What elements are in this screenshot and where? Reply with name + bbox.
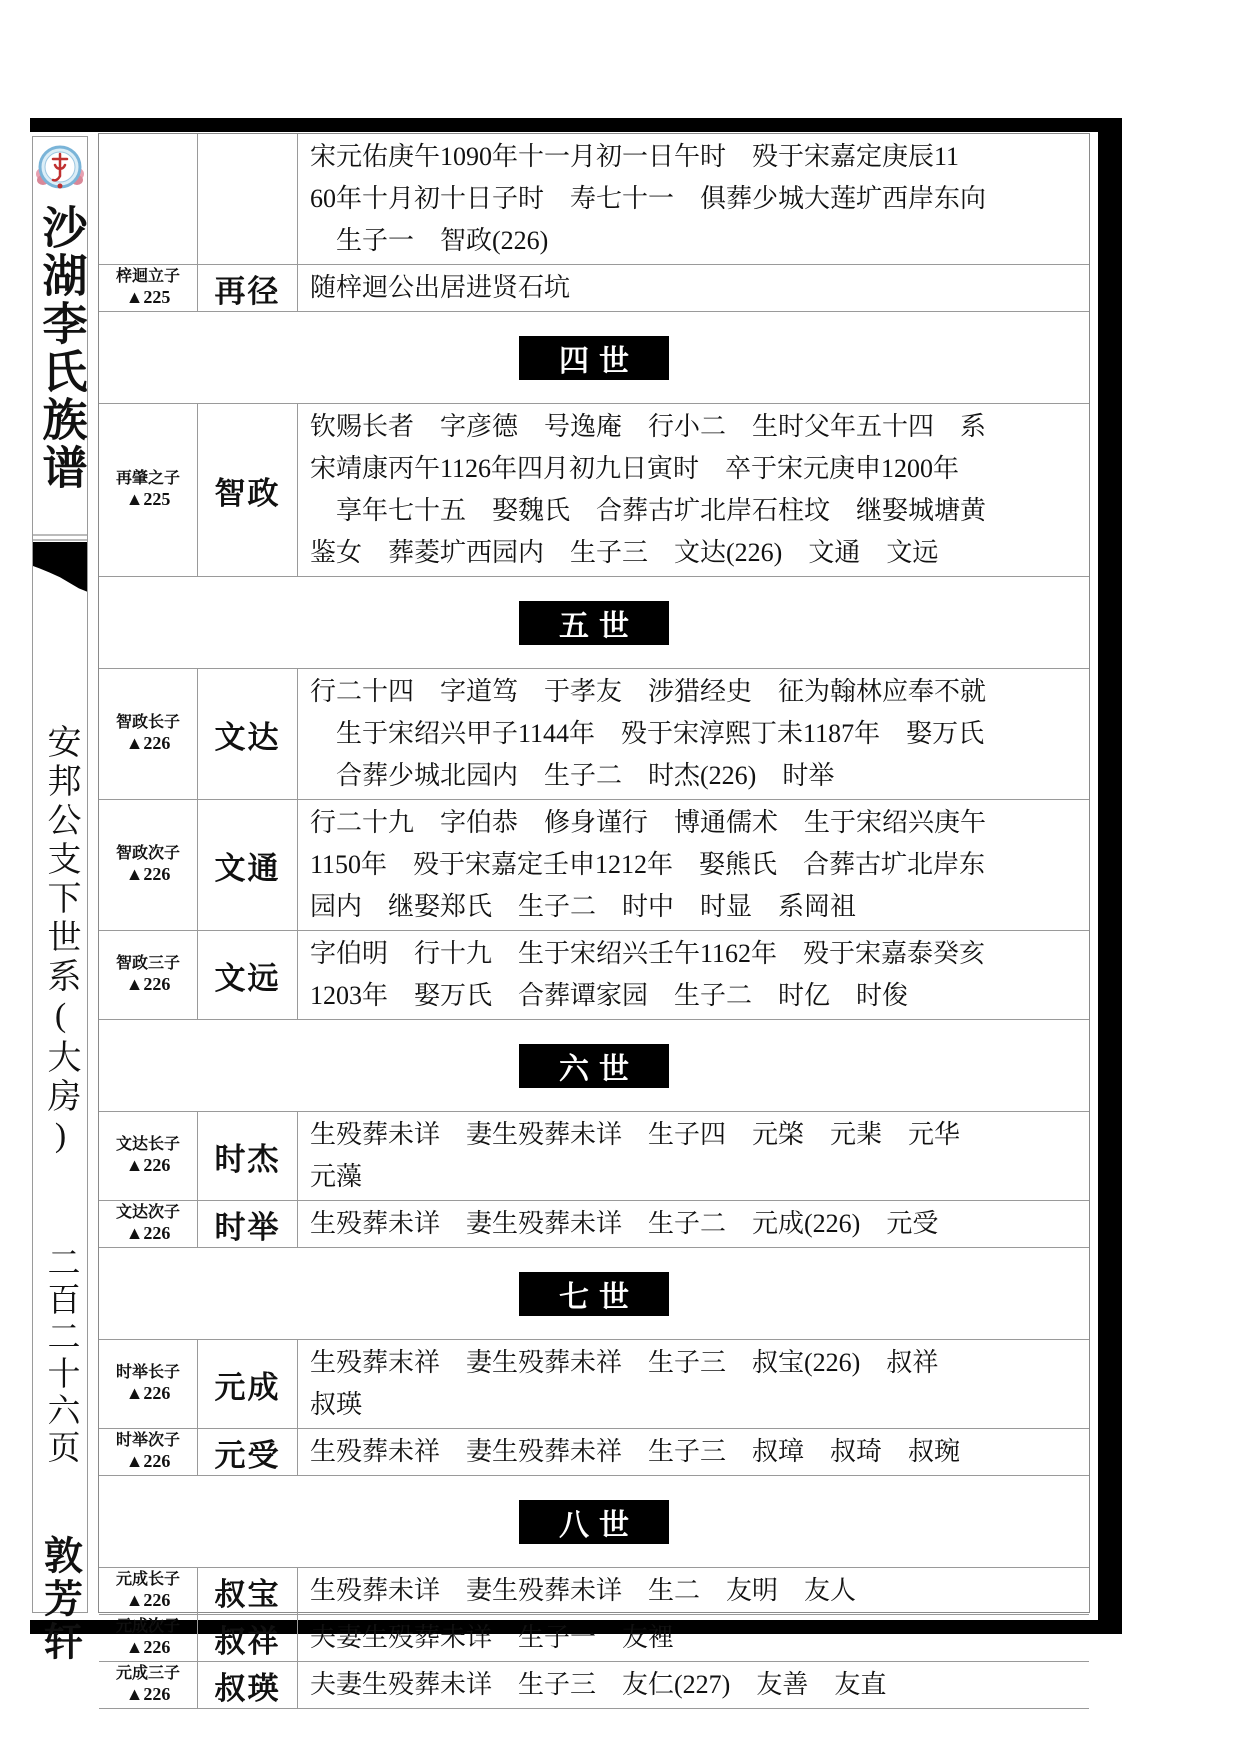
- entry-line: 生子一 智政(226): [310, 226, 549, 255]
- entry-text: [298, 1615, 1089, 1661]
- relation-cell: [99, 1615, 198, 1661]
- relation-label: 时举次子: [115, 1432, 180, 1450]
- person-name: 再径: [198, 265, 298, 311]
- table-row: [99, 931, 1089, 1020]
- relation-cell: [99, 1340, 198, 1428]
- entry-text: [298, 1340, 1089, 1428]
- relation-cell: [99, 1112, 198, 1200]
- entry-text: [298, 800, 1089, 930]
- entry-line: 1150年 殁于宋嘉定壬申1212年 娶熊氏 合葬古圹北岸东: [310, 850, 986, 879]
- entry-text: [298, 931, 1089, 1019]
- ref-number: ▲226: [125, 864, 171, 885]
- page-number-label: 二百二十六页: [42, 1245, 79, 1467]
- table-row: [99, 1201, 1089, 1248]
- person-name: 智政: [198, 404, 298, 576]
- relation-cell: [99, 669, 198, 799]
- person-name: 元受: [198, 1429, 298, 1475]
- ref-number: ▲226: [125, 1223, 171, 1244]
- entry-text: [298, 1662, 1089, 1708]
- person-name: 文达: [198, 669, 298, 799]
- generation-band: 五世: [519, 601, 669, 645]
- person-name: 时举: [198, 1201, 298, 1247]
- relation-cell: [99, 800, 198, 930]
- table-row: [99, 1340, 1089, 1429]
- relation-label: 时举长子: [115, 1364, 180, 1382]
- entry-line: 合葬少城北园内 生子二 时杰(226) 时举: [310, 761, 835, 790]
- entry-line: 60年十月初十日子时 寿七十一 俱葬少城大莲圹西岸东向: [310, 184, 987, 213]
- generation-header-row: [99, 312, 1089, 404]
- relation-label: 文达长子: [115, 1136, 180, 1154]
- relation-cell: [99, 1568, 198, 1614]
- ref-number: ▲226: [125, 1155, 171, 1176]
- person-name: 叔祥: [198, 1615, 298, 1661]
- table-row: [99, 404, 1089, 577]
- entry-text: [298, 404, 1089, 576]
- entry-line: 夫妻生殁葬未详 生子一 友裡: [310, 1623, 675, 1652]
- entry-line: 随梓迴公出居进贤石坑: [310, 273, 571, 302]
- sidebar-decoration: [33, 534, 87, 626]
- generation-header-row: [99, 1476, 1089, 1568]
- entry-line: 生殁葬未详 妻生殁葬未详 生子二 元成(226) 元受: [310, 1209, 939, 1238]
- frame-right-bar: [1098, 118, 1122, 1634]
- relation-cell: [99, 1429, 198, 1475]
- person-name: [198, 134, 298, 264]
- relation-label: 智政次子: [115, 845, 180, 863]
- sidebar: [32, 136, 88, 1664]
- relation-cell: [99, 1201, 198, 1247]
- relation-cell: [99, 134, 198, 264]
- entry-line: 叔瑛: [310, 1390, 363, 1419]
- entry-text: [298, 265, 1089, 311]
- entry-line: 生殁葬未详 妻生殁葬未详 生子四 元棨 元棐 元华: [310, 1120, 961, 1149]
- genealogy-table: [98, 133, 1090, 1706]
- generation-band: 六世: [519, 1044, 669, 1088]
- table-row: [99, 669, 1089, 800]
- relation-label: 元成三子: [115, 1665, 180, 1683]
- lineage-label: 安邦公支下世系(大房): [42, 724, 79, 1159]
- ref-number: ▲226: [125, 1451, 171, 1472]
- ref-number: ▲226: [125, 1590, 171, 1611]
- generation-header-row: [99, 577, 1089, 669]
- relation-label: 再肇之子: [115, 470, 180, 488]
- generation-header-row: [99, 1248, 1089, 1340]
- entry-line: 行二十四 字道笃 于孝友 涉猎经史 征为翰林应奉不就: [310, 677, 987, 706]
- entry-line: 宋靖康丙午1126年四月初九日寅时 卒于宋元庚申1200年: [310, 454, 960, 483]
- person-name: 元成: [198, 1340, 298, 1428]
- frame-top-bar: [30, 118, 1122, 132]
- entry-text: [298, 1568, 1089, 1614]
- entry-text: [298, 134, 1089, 264]
- studio-label: 敦芳轩: [38, 1535, 82, 1664]
- relation-label: 元成次子: [115, 1618, 180, 1636]
- entry-line: 鉴女 葬菱圹西园内 生子三 文达(226) 文通 文远: [310, 538, 939, 567]
- relation-cell: [99, 404, 198, 576]
- entry-text: [298, 1201, 1089, 1247]
- genealogy-title: 沙湖李氏族谱: [35, 204, 86, 492]
- generation-band: 八世: [519, 1500, 669, 1544]
- person-name: 叔瑛: [198, 1662, 298, 1708]
- table-row: [99, 134, 1089, 265]
- entry-line: 行二十九 字伯恭 修身谨行 博通儒术 生于宋绍兴庚午: [310, 808, 987, 837]
- entry-line: 宋元佑庚午1090年十一月初一日午时 殁于宋嘉定庚辰11: [310, 142, 960, 171]
- ref-number: ▲226: [125, 1383, 171, 1404]
- ref-number: ▲226: [125, 1637, 171, 1658]
- relation-cell: [99, 1662, 198, 1708]
- table-row: [99, 265, 1089, 312]
- relation-label: 文达次子: [115, 1204, 180, 1222]
- entry-line: 钦赐长者 字彦德 号逸庵 行小二 生时父年五十四 系: [310, 412, 987, 441]
- table-row: [99, 1662, 1089, 1709]
- table-row: [99, 1429, 1089, 1476]
- entry-text: [298, 1429, 1089, 1475]
- table-row: [99, 1112, 1089, 1201]
- clan-seal-icon: [35, 142, 85, 198]
- relation-cell: [99, 265, 198, 311]
- person-name: 时杰: [198, 1112, 298, 1200]
- relation-label: 智政三子: [115, 955, 180, 973]
- relation-label: 梓迴立子: [115, 268, 180, 286]
- generation-band: 七世: [519, 1272, 669, 1316]
- entry-line: 园内 继娶郑氏 生子二 时中 时显 系岡祖: [310, 892, 857, 921]
- relation-label: 元成长子: [115, 1571, 180, 1589]
- ref-number: ▲226: [125, 1684, 171, 1705]
- entry-line: 享年七十五 娶魏氏 合葬古圹北岸石柱坟 继娶城塘黄: [310, 496, 987, 525]
- table-row: [99, 1568, 1089, 1615]
- ref-number: ▲225: [125, 489, 171, 510]
- generation-band: 四世: [519, 336, 669, 380]
- person-name: 文通: [198, 800, 298, 930]
- entry-line: 生于宋绍兴甲子1144年 殁于宋淳熙丁未1187年 娶万氏: [310, 719, 985, 748]
- relation-label: 智政长子: [115, 714, 180, 732]
- entry-line: 1203年 娶万氏 合葬谭家园 生子二 时亿 时俊: [310, 981, 909, 1010]
- relation-cell: [99, 931, 198, 1019]
- entry-text: [298, 1112, 1089, 1200]
- generation-header-row: [99, 1020, 1089, 1112]
- entry-line: 生殁葬末祥 妻生殁葬未祥 生子三 叔宝(226) 叔祥: [310, 1348, 939, 1377]
- entry-line: 字伯明 行十九 生于宋绍兴壬午1162年 殁于宋嘉泰癸亥: [310, 939, 986, 968]
- table-row: [99, 1615, 1089, 1662]
- ref-number: ▲226: [125, 974, 171, 995]
- ref-number: ▲226: [125, 733, 171, 754]
- person-name: 叔宝: [198, 1568, 298, 1614]
- entry-line: 元藻: [310, 1162, 363, 1191]
- table-row: [99, 800, 1089, 931]
- entry-text: [298, 669, 1089, 799]
- entry-line: 生殁葬未详 妻生殁葬未详 生二 友明 友人: [310, 1576, 857, 1605]
- ref-number: ▲225: [125, 287, 171, 308]
- entry-line: 夫妻生殁葬未详 生子三 友仁(227) 友善 友直: [310, 1670, 887, 1699]
- person-name: 文远: [198, 931, 298, 1019]
- entry-line: 生殁葬未祥 妻生殁葬未祥 生子三 叔璋 叔琦 叔琬: [310, 1437, 961, 1466]
